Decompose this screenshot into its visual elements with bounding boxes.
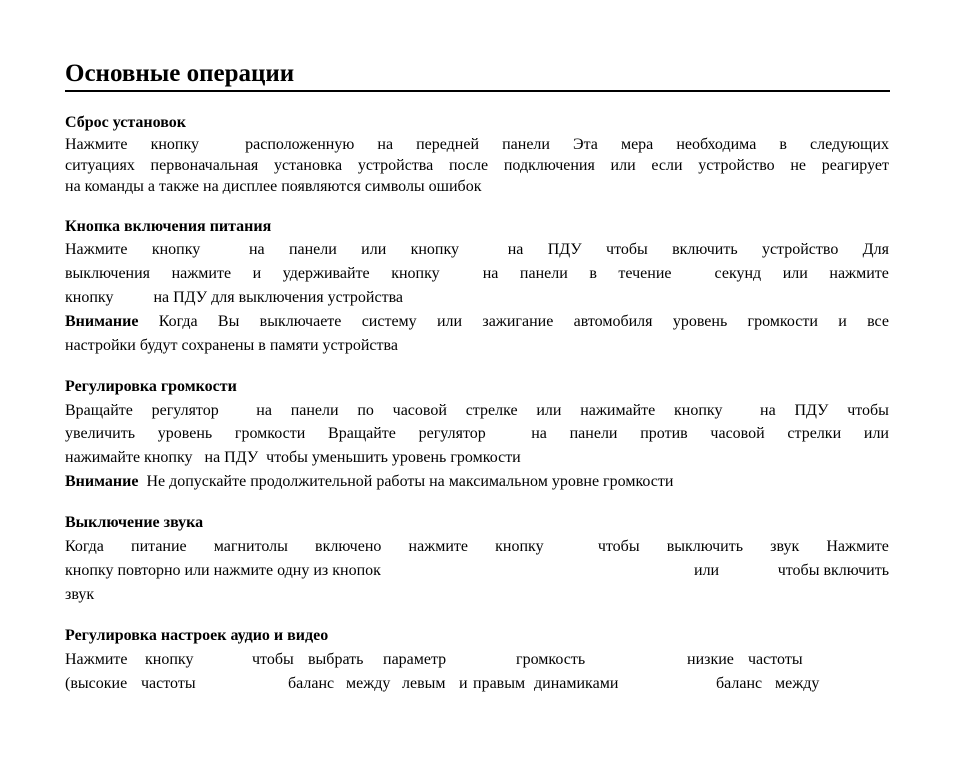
word: Эта bbox=[573, 136, 598, 153]
word: секунд bbox=[714, 265, 762, 282]
audio-line-1 bbox=[65, 650, 889, 670]
word: следующих bbox=[809, 136, 889, 153]
word: реагирует bbox=[821, 157, 889, 174]
word: регулятор bbox=[418, 425, 486, 442]
word: и bbox=[252, 265, 262, 282]
word: нажмите bbox=[408, 538, 469, 555]
word: Нажмите bbox=[65, 241, 128, 258]
audio-w5: параметр bbox=[383, 651, 447, 668]
audio-w8: частоты bbox=[748, 651, 803, 668]
power-line-3: кнопку на ПДУ для выключения устройства bbox=[65, 289, 404, 306]
audio-l2-w3: баланс bbox=[288, 675, 335, 692]
word: Когда bbox=[158, 313, 198, 330]
audio-l2-w10: между bbox=[775, 675, 820, 692]
audio-w7: низкие bbox=[687, 651, 734, 668]
audio-l2-w1: (высокие bbox=[65, 675, 128, 692]
audio-l2-w8: динамиками bbox=[534, 675, 619, 692]
word: кнопку bbox=[410, 241, 460, 258]
word: или bbox=[436, 313, 463, 330]
word: или bbox=[782, 265, 808, 282]
word: Вы bbox=[217, 313, 240, 330]
word: звук bbox=[770, 538, 800, 555]
word: систему bbox=[361, 313, 417, 330]
word: против bbox=[640, 425, 688, 442]
word: в bbox=[779, 136, 787, 153]
audio-w6: громкость bbox=[516, 651, 586, 668]
word: кнопку bbox=[150, 136, 200, 153]
word: на bbox=[377, 136, 394, 153]
word: выключаете bbox=[259, 313, 342, 330]
power-line-1 bbox=[65, 240, 889, 260]
title-divider bbox=[65, 90, 890, 92]
word: после bbox=[448, 157, 489, 174]
word: или bbox=[863, 425, 889, 442]
word: на bbox=[760, 402, 776, 419]
word: необходима bbox=[676, 136, 757, 153]
word: нажимайте bbox=[580, 402, 656, 419]
word: панели bbox=[502, 136, 550, 153]
word: не bbox=[790, 157, 807, 174]
word: Вращайте bbox=[65, 402, 133, 419]
section-heading-audio: Регулировка настроек аудио и видео bbox=[65, 627, 329, 644]
word: кнопку bbox=[495, 538, 544, 555]
audio-w2: кнопку bbox=[145, 651, 194, 668]
word: кнопку bbox=[391, 265, 440, 282]
word: на bbox=[531, 425, 547, 442]
audio-w1: Нажмите bbox=[65, 651, 128, 668]
volume-warning-text: Не допускайте продолжительной работы на максимальном уровне громкости bbox=[146, 473, 674, 490]
word: или bbox=[361, 241, 387, 258]
reset-line-2 bbox=[65, 156, 889, 176]
word: если bbox=[651, 157, 683, 174]
volume-line-3: нажимайте кнопку на ПДУ чтобы уменьшить уровень громкости bbox=[65, 449, 521, 466]
word: уровень bbox=[157, 425, 213, 442]
word: расположенную bbox=[245, 136, 355, 153]
word: Вращайте bbox=[328, 425, 396, 442]
audio-line-2 bbox=[65, 674, 889, 694]
mute-line-2-c: чтобы включить bbox=[777, 562, 889, 579]
volume-line-2 bbox=[65, 424, 889, 444]
word: в bbox=[589, 265, 597, 282]
word: ПДУ bbox=[794, 402, 829, 419]
word: на bbox=[248, 241, 265, 258]
word: уровень bbox=[672, 313, 728, 330]
word: передней bbox=[416, 136, 480, 153]
word: громкости bbox=[234, 425, 306, 442]
word: автомобиля bbox=[573, 313, 653, 330]
word: стрелки bbox=[787, 425, 842, 442]
reset-line-1 bbox=[65, 135, 889, 155]
word: включено bbox=[315, 538, 382, 555]
word: нажмите bbox=[829, 265, 889, 282]
word: кнопку bbox=[151, 241, 201, 258]
word: панели bbox=[288, 241, 337, 258]
word: по bbox=[357, 402, 374, 419]
word: на bbox=[482, 265, 499, 282]
word: подключения bbox=[503, 157, 595, 174]
word: часовой bbox=[392, 402, 447, 419]
section-heading-reset: Сброс установок bbox=[65, 114, 186, 131]
mute-line-2-a: кнопку повторно или нажмите одну из кнопок bbox=[65, 562, 381, 579]
word: на bbox=[256, 402, 272, 419]
word: чтобы bbox=[597, 538, 640, 555]
word: на bbox=[507, 241, 524, 258]
audio-l2-w4: между bbox=[346, 675, 391, 692]
word: или bbox=[536, 402, 562, 419]
word: выключить bbox=[666, 538, 743, 555]
volume-warning-label: Внимание bbox=[65, 473, 139, 490]
word: Когда bbox=[65, 538, 104, 555]
word: стрелке bbox=[465, 402, 518, 419]
page-title: Основные операции bbox=[65, 60, 295, 87]
power-line-2 bbox=[65, 264, 889, 284]
word: устройство bbox=[761, 241, 839, 258]
word: все bbox=[867, 313, 889, 330]
power-warning-label: Внимание bbox=[65, 313, 139, 330]
word: включить bbox=[672, 241, 738, 258]
word: удерживайте bbox=[282, 265, 370, 282]
power-warning-line-1 bbox=[65, 312, 889, 332]
word: или bbox=[610, 157, 636, 174]
word: установка bbox=[274, 157, 343, 174]
word: громкости bbox=[747, 313, 818, 330]
word: чтобы bbox=[606, 241, 648, 258]
word: регулятор bbox=[151, 402, 219, 419]
power-warning-line-2: настройки будут сохранены в памяти устройства bbox=[65, 337, 398, 354]
word: зажигание bbox=[482, 313, 554, 330]
word: панели bbox=[519, 265, 568, 282]
audio-w4: выбрать bbox=[308, 651, 364, 668]
word: первоначальная bbox=[150, 157, 259, 174]
volume-line-1 bbox=[65, 401, 889, 421]
word: увеличить bbox=[65, 425, 136, 442]
word: течение bbox=[618, 265, 672, 282]
word: ситуациях bbox=[65, 157, 135, 174]
audio-l2-w6: и bbox=[459, 675, 468, 692]
word: Нажмите bbox=[65, 136, 128, 153]
word: часовой bbox=[710, 425, 765, 442]
audio-l2-w7: правым bbox=[473, 675, 526, 692]
section-heading-mute: Выключение звука bbox=[65, 514, 204, 531]
mute-line-2 bbox=[65, 561, 889, 581]
mute-line-2-b: или bbox=[694, 562, 720, 579]
word: чтобы bbox=[847, 402, 889, 419]
audio-l2-w2: частоты bbox=[141, 675, 196, 692]
word: устройство bbox=[698, 157, 775, 174]
audio-l2-w5: левым bbox=[402, 675, 446, 692]
word: и bbox=[838, 313, 847, 330]
word: кнопку bbox=[674, 402, 723, 419]
word: устройства bbox=[357, 157, 434, 174]
word: выключения bbox=[65, 265, 151, 282]
mute-line-1 bbox=[65, 537, 889, 557]
section-heading-volume: Регулировка громкости bbox=[65, 378, 237, 395]
word: мера bbox=[620, 136, 654, 153]
word: ПДУ bbox=[547, 241, 582, 258]
word: панели bbox=[569, 425, 618, 442]
volume-warning-line bbox=[65, 472, 889, 492]
mute-line-3: звук bbox=[65, 586, 95, 603]
word: Для bbox=[862, 241, 889, 258]
word: магнитолы bbox=[213, 538, 288, 555]
reset-line-3: на команды а также на дисплее появляются символы ошибок bbox=[65, 178, 482, 195]
audio-w3: чтобы bbox=[252, 651, 294, 668]
word: питание bbox=[131, 538, 187, 555]
word: нажмите bbox=[171, 265, 232, 282]
word: Нажмите bbox=[826, 538, 889, 555]
word: панели bbox=[290, 402, 339, 419]
audio-l2-w9: баланс bbox=[716, 675, 763, 692]
section-heading-power: Кнопка включения питания bbox=[65, 218, 272, 235]
